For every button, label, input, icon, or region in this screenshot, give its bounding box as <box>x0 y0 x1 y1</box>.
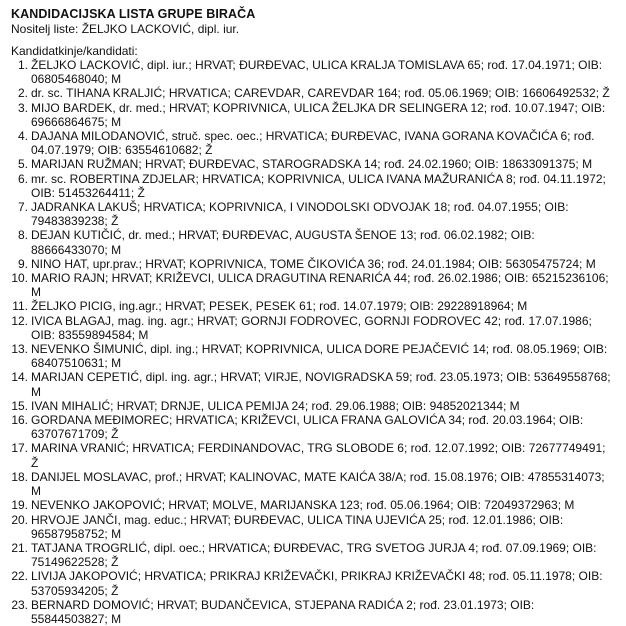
candidate-number: 22. <box>11 569 28 584</box>
candidate-details: NEVENKO JAKOPOVIĆ; HRVAT; MOLVE, MARIJANSKA 123; rođ. 05.06.1964; OIB: 72049372963; M <box>31 498 575 513</box>
list-item <box>0 228 626 256</box>
list-item <box>0 598 626 626</box>
candidate-details: IVAN MIHALIĆ; HRVAT; DRNJE, ULICA PEMIJA 24; rođ. 29.06.1988; OIB: 94852021344; M <box>31 398 520 413</box>
candidate-details: JADRANKA LAKUŠ; HRVATICA; KOPRIVNICA, I VINODOLSKI ODVOJAK 18; rođ. 04.07.1955; OIB: 79483839238; Ž <box>31 200 569 229</box>
candidate-details: TATJANA TROGRLIĆ, dipl. oec.; HRVATICA; ĐURĐEVAC, TRG SVETOG JURJA 4; rođ. 07.09.1969; OIB: 75149622528; Ž <box>31 540 597 570</box>
candidate-number: 17. <box>11 441 28 456</box>
candidate-details: DAJANA MILODANOVIĆ, struč. spec. oec.; HRVATICA; ĐURĐEVAC, IVANA GORANA KOVAČIĆA 6; rođ. 04.07.1979; OIB: 63554610682; Ž <box>31 129 595 158</box>
candidate-number: 2. <box>17 86 28 101</box>
list-item <box>0 157 626 171</box>
candidate-details: mr. sc. ROBERTINA ZDJELAR; HRVATICA; KOPRIVNICA, ULICA IVANA MAŽURANIĆA 8; rođ. 04.11.1972; OIB: 51453264411; Ž <box>31 171 606 200</box>
candidate-list <box>0 58 626 626</box>
candidate-number: 15. <box>11 398 28 413</box>
candidate-number: 16. <box>11 413 28 428</box>
candidates-heading: Kandidatkinje/kandidati: <box>11 44 138 58</box>
candidate-number: 1. <box>17 58 28 72</box>
candidate-number: 8. <box>17 228 28 243</box>
list-item <box>0 101 626 129</box>
candidate-details: IVICA BLAGAJ, mag. ing. agr.; HRVAT; GORNJI FODROVEC, GORNJI FODROVEC 42; rođ. 17.07.1986; OIB: 83559894584; M <box>31 313 592 342</box>
candidate-number: 7. <box>17 200 28 215</box>
list-item <box>0 172 626 200</box>
list-item <box>0 541 626 569</box>
list-item <box>0 513 626 541</box>
list-item <box>0 370 626 398</box>
list-item <box>0 200 626 228</box>
candidate-details: DANIJEL MOSLAVAC, prof.; HRVAT; KALINOVAC, MATE KAIĆA 38/A; rođ. 15.08.1976; OIB: 47855314073; M <box>31 469 605 499</box>
candidate-details: ŽELJKO PICIG, ing.agr.; HRVAT; PESEK, PESEK 61; rođ. 14.07.1979; OIB: 29228918964; M <box>31 299 528 314</box>
candidate-details: MARIO RAJN; HRVAT; KRIŽEVCI, ULICA DRAGUTINA RENARIĆA 44; rođ. 26.02.1986; OIB: 65215236106; M <box>31 271 609 300</box>
list-item <box>0 129 626 157</box>
candidate-number: 3. <box>17 100 28 115</box>
list-item <box>0 257 626 271</box>
candidate-details: MIJO BARDEK, dr. med.; HRVAT; KOPRIVNICA, ULICA ŽELJKA DR SELINGERA 12; rođ. 10.07.1947; OIB: 69666864675; M <box>31 100 606 129</box>
candidate-details: NINO HAT, upr.prav.; HRVAT; KOPRIVNICA, TOME ČIKOVIĆA 36; rođ. 24.01.1984; OIB: 56305475724; M <box>31 256 596 271</box>
candidate-number: 11. <box>12 299 28 314</box>
candidate-number: 14. <box>11 370 28 385</box>
list-item <box>0 342 626 370</box>
candidate-number: 21. <box>11 540 28 555</box>
candidate-details: ŽELJKO LACKOVIĆ, dipl. iur.; HRVAT; ĐURĐEVAC, ULICA KRALJA TOMISLAVA 65; rođ. 17.04.1971; OIB: 06805468040; M <box>31 58 603 87</box>
candidate-details: dr. sc. TIHANA KRALJIĆ; HRVATICA; CAREVDAR, CAREVDAR 164; rođ. 05.06.1969; OIB: 16606492532; Ž <box>31 86 610 101</box>
list-item <box>0 86 626 100</box>
list-item <box>0 399 626 413</box>
candidate-details: MARINA VRANIĆ; HRVATICA; FERDINANDOVAC, TRG SLOBODE 6; rođ. 12.07.1992; OIB: 72677749491; Ž <box>31 441 606 470</box>
candidate-details: NEVENKO ŠIMUNIĆ, dipl. ing.; HRVAT; KOPRIVNICA, ULICA DORE PEJAČEVIĆ 14; rođ. 08.05.1969; OIB: 68407510631; M <box>31 342 608 371</box>
candidate-number: 9. <box>17 256 28 271</box>
candidate-details: BERNARD DOMOVIĆ; HRVAT; BUDANČEVICA, STJEPANA RADIĆA 2; rođ. 23.01.1973; OIB: 55844503827; M <box>31 597 535 626</box>
document-title: KANDIDACIJSKA LISTA GRUPE BIRAČA <box>11 7 256 21</box>
candidate-number: 6. <box>17 171 28 186</box>
candidate-number: 13. <box>11 342 28 357</box>
list-item <box>0 58 626 86</box>
candidate-number: 19. <box>11 498 28 513</box>
list-item <box>0 470 626 498</box>
candidate-number: 12. <box>11 313 28 328</box>
list-holder: Nositelj liste: ŽELJKO LACKOVIĆ, dipl. iur. <box>11 22 240 36</box>
list-item <box>0 271 626 299</box>
list-item <box>0 413 626 441</box>
candidate-number: 4. <box>17 129 28 144</box>
candidate-details: HRVOJE JANČI, mag. educ.; HRVAT; ĐURĐEVAC, ULICA TINA UJEVIĆA 25; rođ. 12.01.1986; OIB: 96587958752; M <box>31 512 564 541</box>
candidate-details: MARIJAN CEPETIĆ, dipl. ing. agr.; HRVAT; VIRJE, NOVIGRADSKA 59; rođ. 23.05.1973; OIB: 53649558768; M <box>31 370 611 399</box>
candidate-details: MARIJAN RUŽMAN; HRVAT; ĐURĐEVAC, STAROGRADSKA 14; rođ. 24.02.1960; OIB: 18633091375; M <box>31 157 593 172</box>
list-item <box>0 299 626 313</box>
list-item <box>0 569 626 597</box>
candidate-details: GORDANA MEĐIMOREC; HRVATICA; KRIŽEVCI, ULICA FRANA GALOVIĆA 34; rođ. 20.03.1964; OIB: 63707671709; Ž <box>31 413 584 442</box>
candidate-details: LIVIJA JAKOPOVIĆ; HRVATICA; PRIKRAJ KRIŽEVAČKI, PRIKRAJ KRIŽEVAČKI 48; rođ. 05.11.1978; OIB: 53705934205; Ž <box>31 569 603 598</box>
candidate-number: 5. <box>17 157 28 172</box>
candidate-number: 18. <box>11 469 28 484</box>
candidate-details: DEJAN KUTIČIĆ, dr. med.; HRVAT; ĐURĐEVAC, AUGUSTA ŠENOE 13; rođ. 06.02.1982; OIB: 88666433070; M <box>31 228 535 257</box>
list-item <box>0 498 626 512</box>
list-item <box>0 441 626 469</box>
candidate-number: 23. <box>11 597 28 612</box>
candidate-number: 20. <box>11 512 28 527</box>
list-item <box>0 314 626 342</box>
candidate-number: 10. <box>11 271 28 286</box>
